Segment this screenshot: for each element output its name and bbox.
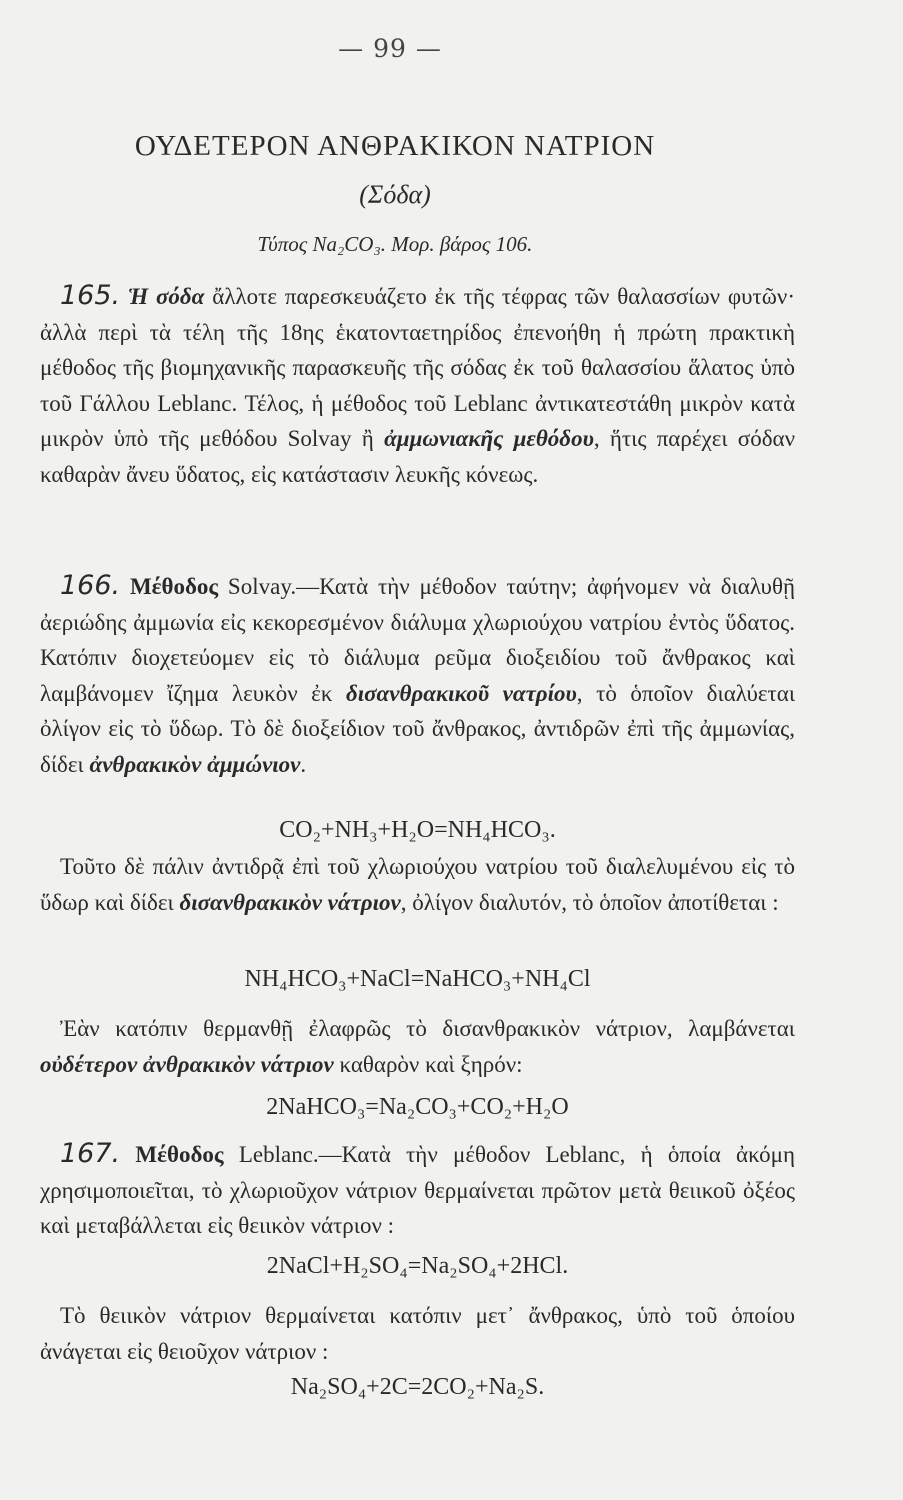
section-lead: Μέθοδος — [129, 574, 219, 599]
paragraph-text: ἄλλοτε παρεσκευάζετο ἐκ τῆς τέφρας τῶν θαλασσίων φυτῶν· ἀλλὰ περὶ τὰ τέλη τῆς 18ης ἑκατονταετηρίδος ἐπενοήθη ἡ πρώτη πρακτικὴ μέθοδος τῆς βιομηχανικῆς παρασκευῆς τῆς σόδας ἐκ τοῦ θαλασσίου ἅλατος ὑπὸ τοῦ Γάλλου Leblanc. Τέλος, ἡ μέθοδος τοῦ Leblanc ἀντικατεστάθη μικρὸν κατὰ μικρὸν ὑπὸ τῆς μεθόδου Solvay ἢ — [40, 284, 795, 451]
paragraph-text: , τὸ ὁποῖον διαλύεται ὀλίγον εἰς τὸ ὕδωρ. Τὸ δὲ διοξείδιον τοῦ ἄνθρακος, ἀντιδρῶν ἐπὶ τῆς ἀμμωνίας, δίδει — [40, 680, 796, 777]
equation: 2NaCl+H₂SO₄=Na₂SO₄+2HCl. — [266, 1253, 569, 1279]
formula-weight-line: Τύπος Na₂CO₃. Μορ. βάρος 106. — [257, 232, 533, 256]
equation: NH₄HCO₃+NaCl=NaHCO₃+NH₄Cl — [244, 966, 591, 992]
emphasis-term: οὐδέτερον ἀνθρακικὸν νάτριον — [40, 1051, 334, 1077]
emphasis-term: ἀμμωνιακῆς μεθόδου — [384, 426, 594, 451]
section-lead: Μέθοδος — [135, 1142, 224, 1167]
page-number: — 99 — — [338, 34, 442, 63]
paragraph-text: , ἥτις παρέχει σόδαν καθαρὰν ἄνευ ὕδατος, εἰς κατάστασιν λευκῆς κόνεως. — [40, 426, 795, 487]
paragraph-text: καθαρὸν καὶ ξηρόν: — [333, 1051, 523, 1077]
equation: Na₂SO₄+2C=2CO₂+Na₂S. — [290, 1374, 545, 1400]
paragraph-167 — [40, 1136, 795, 1244]
section-number: 165. — [60, 280, 121, 311]
equation: CO₂+NH₃+H₂O=NH₄HCO₃. — [279, 817, 556, 843]
paragraph-text: Leblanc.—Κατὰ τὴν μέθοδον Leblanc, ἡ ὁποία ἀκόμη χρησιμοποιεῖται, τὸ χλωριοῦχον νάτριον θερμαίνεται πρῶτον μετὰ θειικοῦ ὀξέος καὶ μεταβάλλεται εἰς θειικὸν νάτριον : — [40, 1142, 796, 1238]
paragraph-text: Τοῦτο δὲ πάλιν ἀντιδρᾷ ἐπὶ τοῦ χλωριούχου νατρίου τοῦ διαλελυμένου εἰς τὸ ὕδωρ καὶ δίδει — [40, 854, 795, 915]
paragraph-166 — [40, 568, 795, 782]
chapter-title: ΟΥΔΕΤΕΡΟΝ ΑΝΘΡΑΚΙΚΟΝ ΝΑΤΡΙΟΝ — [134, 130, 656, 162]
section-number: 167. — [60, 1138, 121, 1169]
section-number: 166. — [60, 570, 121, 601]
equation: 2NaHCO₃=Na₂CO₃+CO₂+H₂O — [266, 1094, 569, 1120]
emphasis-term: δισανθρακικοῦ νατρίου — [345, 680, 577, 706]
paragraph — [40, 1011, 795, 1082]
emphasis-term: δισανθρακικὸν νάτριον — [179, 889, 401, 915]
paragraph — [40, 1298, 795, 1369]
paragraph-text: Ἐὰν κατόπιν θερμανθῇ ἐλαφρῶς τὸ δισανθρακικὸν νάτριον, λαμβάνεται — [60, 1016, 795, 1041]
emphasis-term: ἀνθρακικὸν ἀμμώνιον — [89, 751, 301, 777]
chapter-subtitle: (Σόδα) — [359, 180, 431, 209]
paragraph-text: Solvay.—Κατὰ τὴν μέθοδον ταύτην; ἀφήνομεν νὰ διαλυθῇ ἀεριώδης ἀμμωνία εἰς κεκορεσμένον διάλυμα χλωριούχου νατρίου ἐντὸς ὕδατος. Κατόπιν διοχετεύομεν εἰς τὸ διάλυμα ρεῦμα διοξειδίου τοῦ ἄνθρακος καὶ λαμβάνομεν ἴζημα λευκὸν ἐκ — [40, 574, 795, 706]
paragraph-text: . — [300, 751, 307, 777]
paragraph-text: Τὸ θειικὸν νάτριον θερμαίνεται κατόπιν μετ᾽ ἄνθρακος, ὑπὸ τοῦ ὁποίου ἀνάγεται εἰς θειοῦχον νάτριον : — [40, 1303, 795, 1364]
paragraph-text: , ὀλίγον διαλυτόν, τὸ ὁποῖον ἀποτίθεται : — [400, 889, 779, 915]
paragraph — [40, 849, 795, 920]
paragraph-165 — [40, 278, 795, 492]
section-lead: Ἡ σόδα — [128, 284, 205, 309]
